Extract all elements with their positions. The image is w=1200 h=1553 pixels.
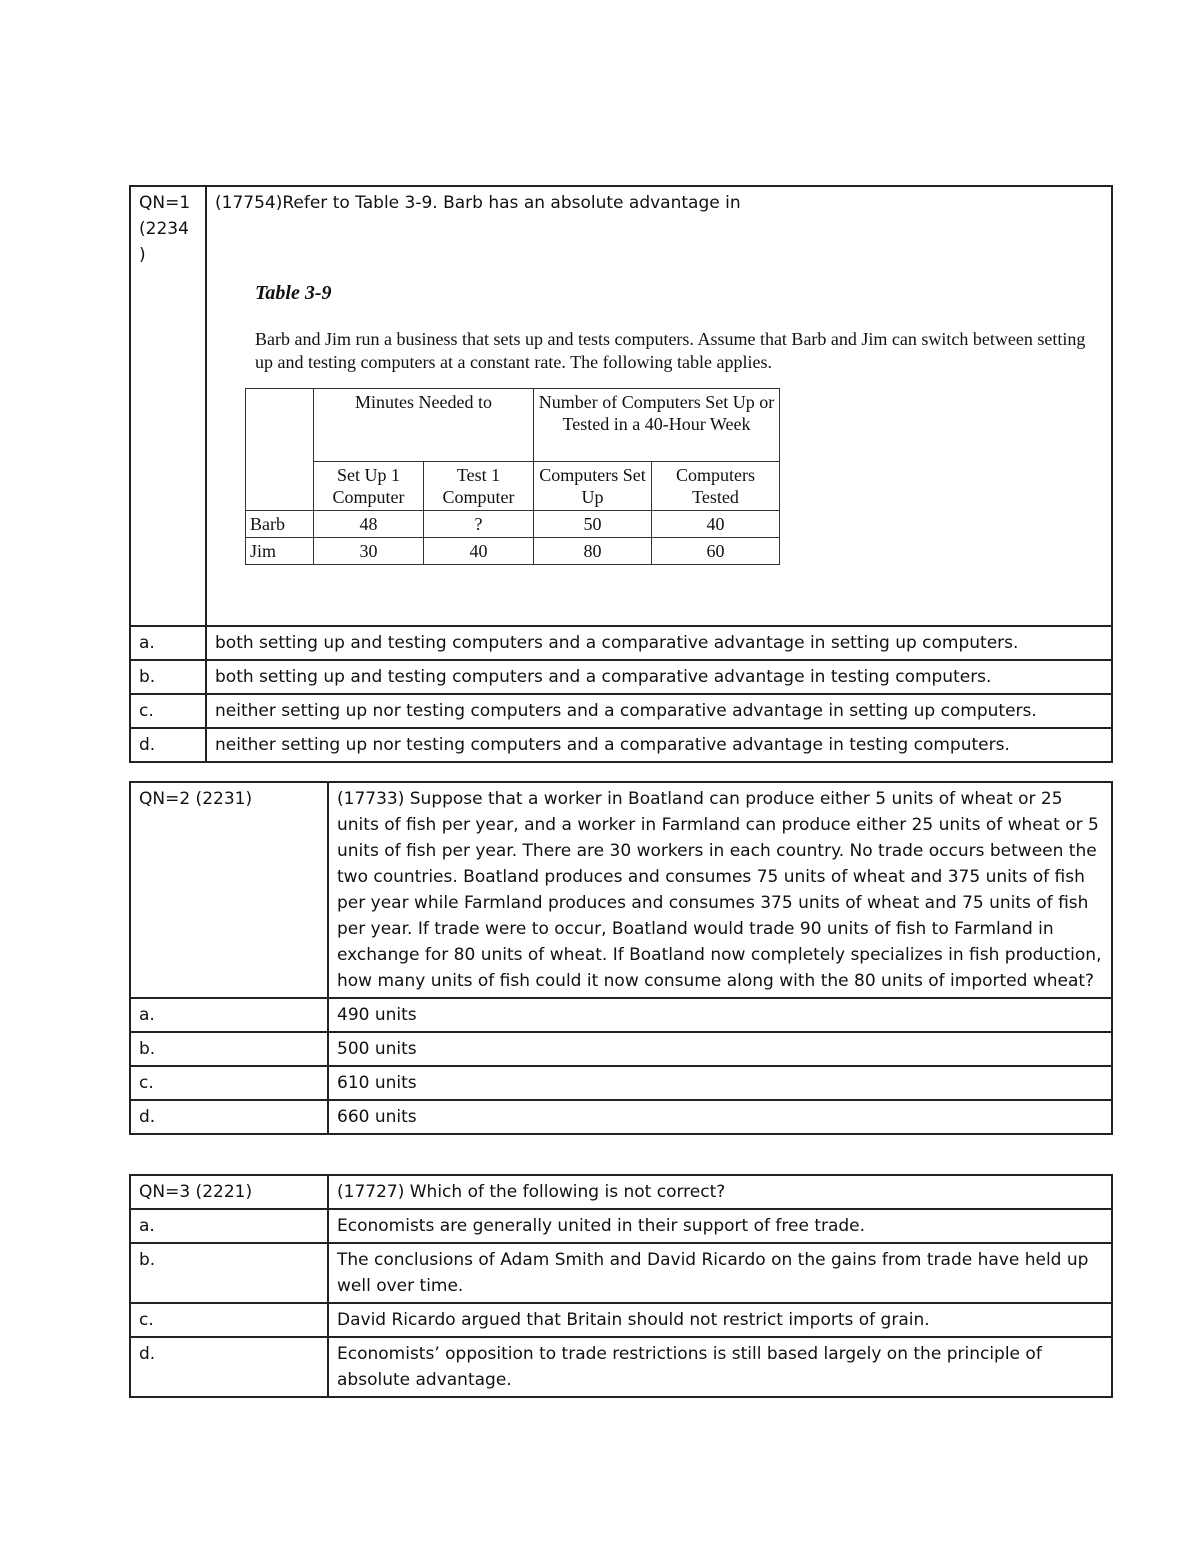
question-1-number: QN=1 (2234 )	[130, 186, 206, 626]
embedded-group-header-minutes: Minutes Needed to	[314, 389, 534, 462]
embedded-cell: 60	[652, 538, 780, 565]
embedded-row-label: Jim	[246, 538, 314, 565]
option-letter: b.	[130, 660, 206, 694]
question-1-table	[129, 185, 1113, 763]
embedded-cell: ?	[424, 511, 534, 538]
option-letter: d.	[130, 1337, 328, 1397]
question-1-option-c	[130, 694, 1112, 728]
option-text: 490 units	[328, 998, 1112, 1032]
embedded-col-header: Test 1 Computer	[424, 462, 534, 511]
question-1-option-b	[130, 660, 1112, 694]
question-1-option-a	[130, 626, 1112, 660]
embedded-cell: 48	[314, 511, 424, 538]
option-text: 500 units	[328, 1032, 1112, 1066]
question-1-option-d	[130, 728, 1112, 762]
question-2-header-row	[130, 782, 1112, 998]
question-1-header-row	[130, 186, 1112, 626]
option-letter: a.	[130, 1209, 328, 1243]
embedded-col-header-row	[246, 462, 780, 511]
embedded-group-header-computers: Number of Computers Set Up or Tested in a 40-Hour Week	[534, 389, 780, 462]
option-text: both setting up and testing computers and a comparative advantage in setting up computers.	[206, 626, 1112, 660]
embedded-table-title: Table 3-9	[255, 282, 332, 304]
option-text: both setting up and testing computers and a comparative advantage in testing computers.	[206, 660, 1112, 694]
option-letter: a.	[130, 626, 206, 660]
embedded-cell: 80	[534, 538, 652, 565]
question-3-number: QN=3 (2221)	[130, 1175, 328, 1209]
question-2-option-a	[130, 998, 1112, 1032]
embedded-empty-corner	[246, 389, 314, 511]
question-2-table	[129, 781, 1113, 1135]
question-2-number: QN=2 (2231)	[130, 782, 328, 998]
option-letter: d.	[130, 1100, 328, 1134]
embedded-col-header: Computers Set Up	[534, 462, 652, 511]
option-letter: d.	[130, 728, 206, 762]
question-3-option-a	[130, 1209, 1112, 1243]
embedded-row-barb	[246, 511, 780, 538]
option-text: Economists’ opposition to trade restrictions is still based largely on the principle of absolute advantage.	[328, 1337, 1112, 1397]
embedded-col-header: Set Up 1 Computer	[314, 462, 424, 511]
question-1-body	[206, 186, 1112, 626]
embedded-cell: 40	[424, 538, 534, 565]
question-2-option-d	[130, 1100, 1112, 1134]
question-3-option-d	[130, 1337, 1112, 1397]
option-text: neither setting up nor testing computers and a comparative advantage in setting up computers.	[206, 694, 1112, 728]
question-3-option-c	[130, 1303, 1112, 1337]
question-2-option-b	[130, 1032, 1112, 1066]
embedded-col-header: Computers Tested	[652, 462, 780, 511]
embedded-row-label: Barb	[246, 511, 314, 538]
option-letter: b.	[130, 1243, 328, 1303]
embedded-table-description: Barb and Jim run a business that sets up and tests computers. Assume that Barb and Jim can switch between setting up and testing computers at a constant rate. The following table applies.	[255, 329, 1086, 372]
option-letter: b.	[130, 1032, 328, 1066]
embedded-group-header-row	[246, 389, 780, 462]
question-2-stem: (17733) Suppose that a worker in Boatland can produce either 5 units of wheat or 25 units of fish per year, and a worker in Farmland can produce either 25 units of wheat or 5 units of fish per year. There are 30 workers in each country. No trade occurs between the two countries. Boatland produces and consumes 75 units of wheat and 375 units of fish per year while Farmland produces and consumes 375 units of wheat and 75 units of fish per year. If trade were to occur, Boatland would trade 90 units of fish to Farmland in exchange for 80 units of wheat. If Boatland now completely specializes in fish production, how many units of fish could it now consume along with the 80 units of imported wheat?	[328, 782, 1112, 998]
embedded-row-jim	[246, 538, 780, 565]
option-letter: c.	[130, 694, 206, 728]
option-letter: c.	[130, 1303, 328, 1337]
option-text: The conclusions of Adam Smith and David Ricardo on the gains from trade have held up well over time.	[328, 1243, 1112, 1303]
option-text: David Ricardo argued that Britain should not restrict imports of grain.	[328, 1303, 1112, 1337]
question-3-table	[129, 1174, 1113, 1398]
option-letter: c.	[130, 1066, 328, 1100]
option-text: 610 units	[328, 1066, 1112, 1100]
embedded-cell: 50	[534, 511, 652, 538]
option-letter: a.	[130, 998, 328, 1032]
option-text: neither setting up nor testing computers and a comparative advantage in testing computers.	[206, 728, 1112, 762]
embedded-cell: 40	[652, 511, 780, 538]
embedded-cell: 30	[314, 538, 424, 565]
question-2-option-c	[130, 1066, 1112, 1100]
question-3-header-row	[130, 1175, 1112, 1209]
option-text: Economists are generally united in their support of free trade.	[328, 1209, 1112, 1243]
question-3-option-b	[130, 1243, 1112, 1303]
embedded-data-table	[245, 388, 780, 565]
question-1-stem: (17754)Refer to Table 3-9. Barb has an absolute advantage in	[215, 193, 741, 213]
option-text: 660 units	[328, 1100, 1112, 1134]
question-3-stem: (17727) Which of the following is not correct?	[328, 1175, 1112, 1209]
